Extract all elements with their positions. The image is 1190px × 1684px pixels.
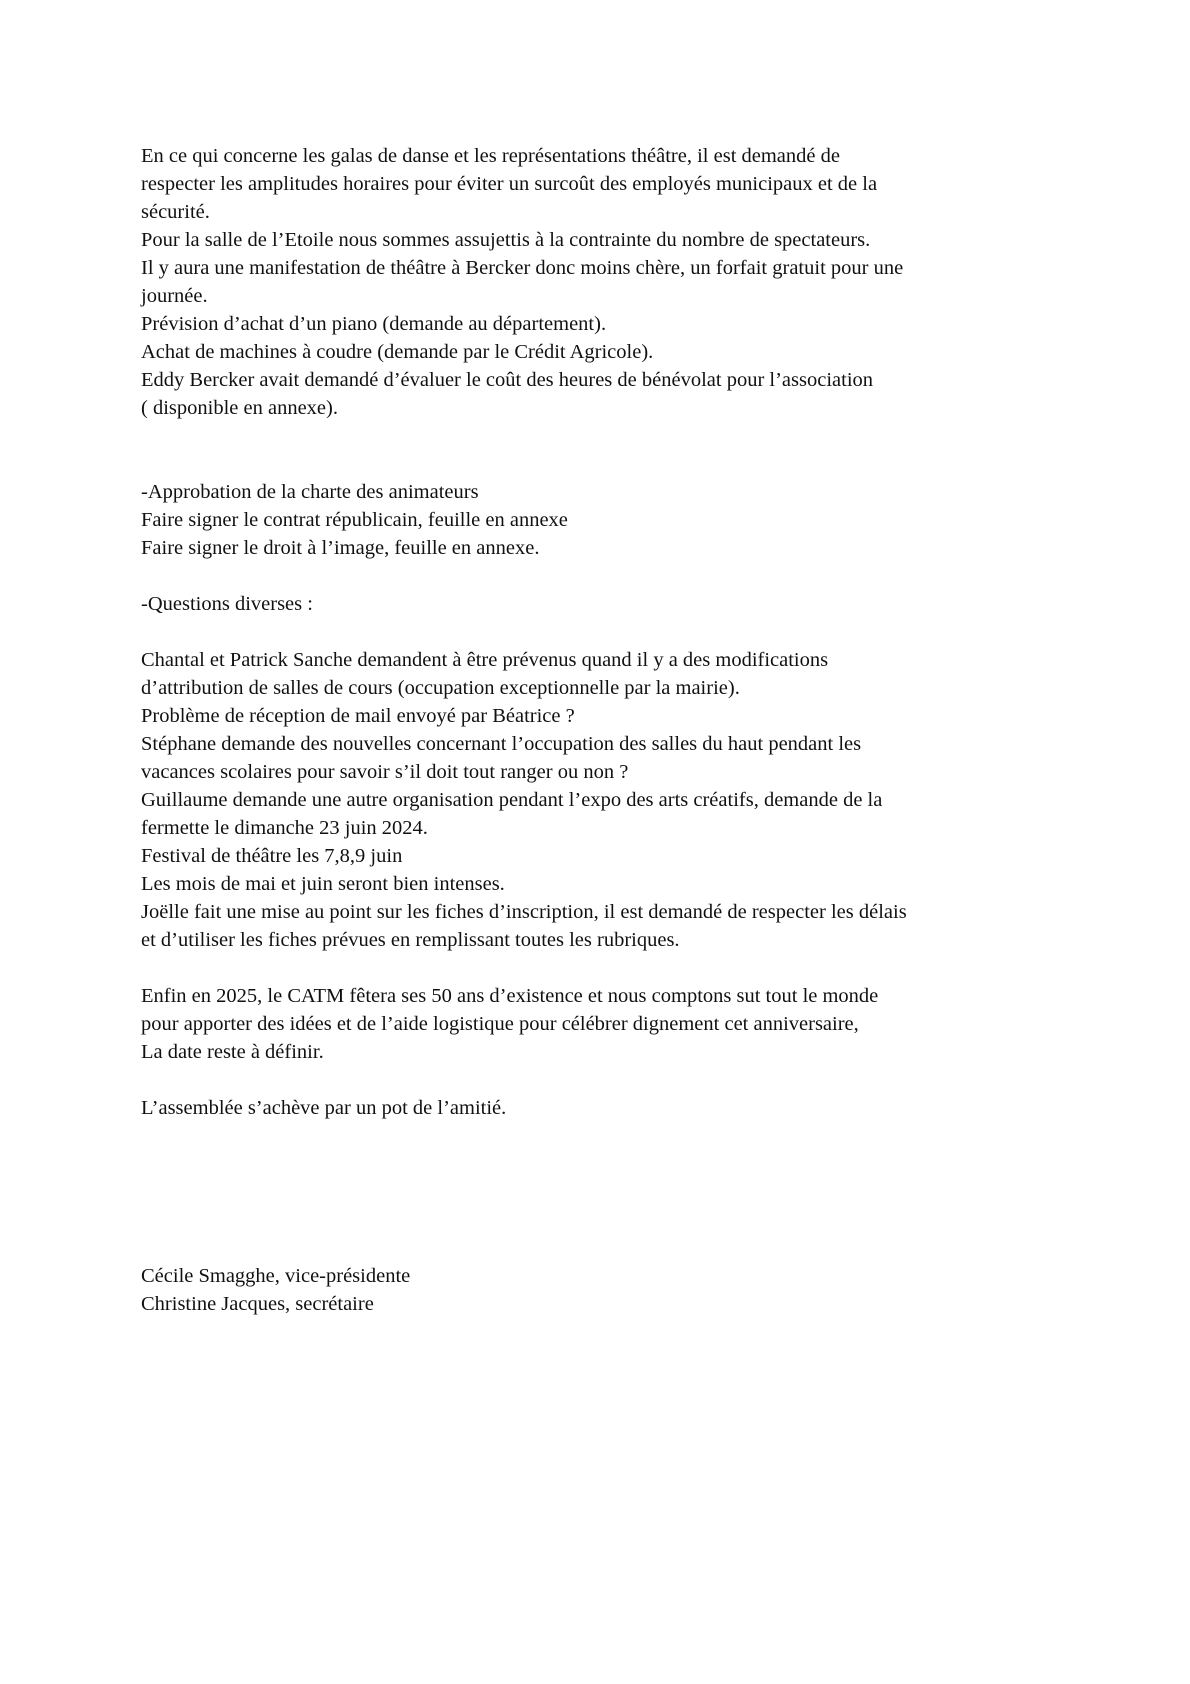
paragraph-anniversary — [141, 982, 1071, 1066]
text-line: Enfin en 2025, le CATM fêtera ses 50 ans d’existence et nous comptons sut tout le monde — [141, 985, 879, 1007]
text-line: Stéphane demande des nouvelles concernant l’occupation des salles du haut pendant les — [141, 733, 862, 755]
text-line: fermette le dimanche 23 juin 2024. — [141, 817, 428, 839]
text-line: pour apporter des idées et de l’aide logistique pour célébrer dignement cet anniversaire, — [141, 1013, 859, 1035]
questions-heading: -Questions diverses : — [141, 593, 313, 615]
text-line: Joëlle fait une mise au point sur les fiches d’inscription, il est demandé de respecter les délais — [141, 901, 907, 923]
text-line: d’attribution de salles de cours (occupation exceptionnelle par la mairie). — [141, 677, 740, 699]
text-line: ( disponible en annexe). — [141, 397, 338, 419]
text-line: vacances scolaires pour savoir s’il doit tout ranger ou non ? — [141, 761, 629, 783]
closing-block — [141, 1094, 1071, 1122]
questions-heading-block — [141, 590, 1071, 618]
paragraph-events-budget — [141, 142, 1071, 422]
paragraph-questions — [141, 646, 1071, 954]
text-line: Guillaume demande une autre organisation pendant l’expo des arts créatifs, demande de la — [141, 789, 883, 811]
text-line: Prévision d’achat d’un piano (demande au département). — [141, 313, 607, 335]
text-line: -Approbation de la charte des animateurs — [141, 481, 479, 503]
text-line: Pour la salle de l’Etoile nous sommes assujettis à la contrainte du nombre de spectateurs. — [141, 229, 871, 251]
text-line: La date reste à définir. — [141, 1041, 324, 1063]
text-line: En ce qui concerne les galas de danse et les représentations théâtre, il est demandé de — [141, 145, 840, 167]
text-line: et d’utiliser les fiches prévues en remplissant toutes les rubriques. — [141, 929, 680, 951]
text-line: Faire signer le contrat républicain, feuille en annexe — [141, 509, 568, 531]
text-line: respecter les amplitudes horaires pour éviter un surcoût des employés municipaux et de la — [141, 173, 878, 195]
text-line: Achat de machines à coudre (demande par le Crédit Agricole). — [141, 341, 654, 363]
paragraph-charter-approval — [141, 478, 1071, 562]
text-line: Chantal et Patrick Sanche demandent à être prévenus quand il y a des modifications — [141, 649, 829, 671]
text-line: sécurité. — [141, 201, 210, 223]
text-line: Eddy Bercker avait demandé d’évaluer le coût des heures de bénévolat pour l’association — [141, 369, 874, 391]
text-line: Les mois de mai et juin seront bien intenses. — [141, 873, 505, 895]
text-line: Problème de réception de mail envoyé par Béatrice ? — [141, 705, 575, 727]
text-line: Festival de théâtre les 7,8,9 juin — [141, 845, 403, 867]
closing-line: L’assemblée s’achève par un pot de l’amitié. — [141, 1097, 507, 1119]
text-line: Faire signer le droit à l’image, feuille en annexe. — [141, 537, 540, 559]
signature-vice-president: Cécile Smagghe, vice-présidente — [141, 1265, 411, 1287]
signature-secretary: Christine Jacques, secrétaire — [141, 1293, 374, 1315]
text-line: journée. — [141, 285, 208, 307]
text-line: Il y aura une manifestation de théâtre à Bercker donc moins chère, un forfait gratuit pour une — [141, 257, 904, 279]
signature-block — [141, 1262, 1071, 1318]
